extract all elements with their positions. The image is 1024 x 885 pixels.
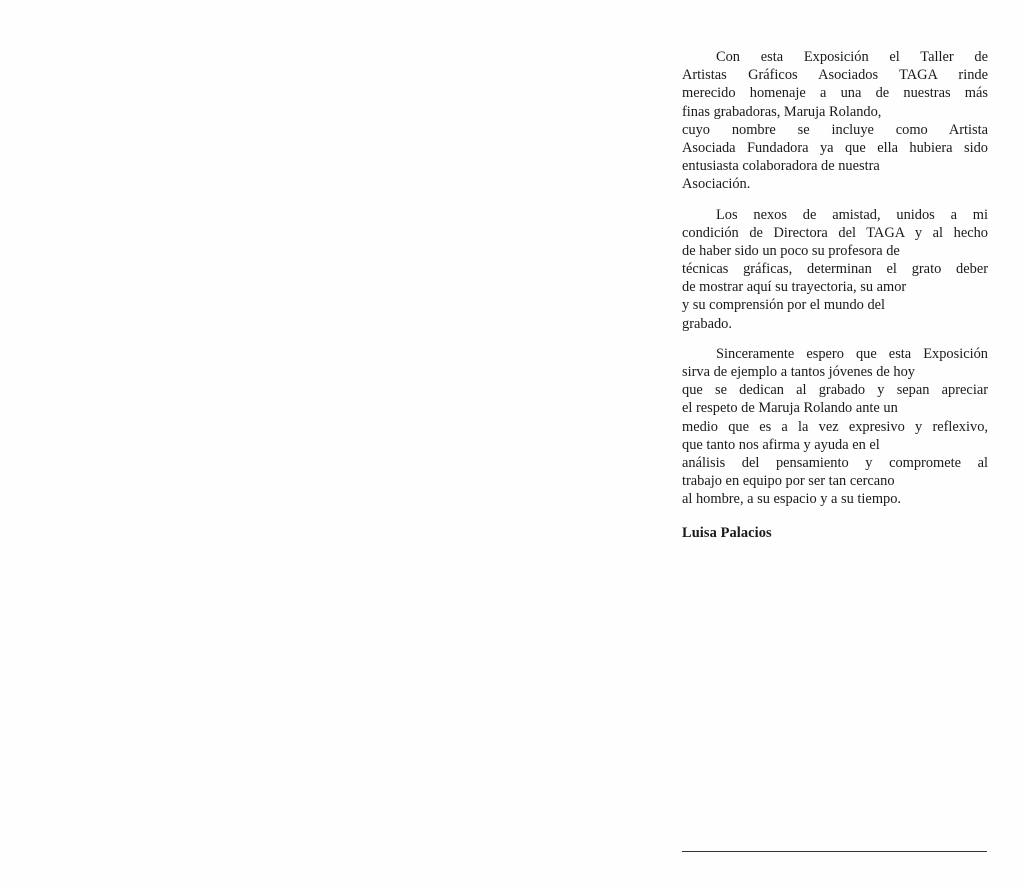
text-line: trabajo en equipo por ser tan cercano [682,473,895,490]
footer-rule [682,851,987,852]
text-line: cuyo nombre se incluye como Artista [682,121,988,138]
text-line: el respeto de Maruja Rolando ante un [682,400,898,417]
text-line: condición de Directora del TAGA y al hecho [682,224,988,241]
text-line: que tanto nos afirma y ayuda en el [682,436,880,453]
text-line: técnicas gráficas, determinan el grato deber [682,261,988,278]
text-column [682,48,988,542]
text-line: al hombre, a su espacio y a su tiempo. [682,491,902,508]
text-line: que se dedican al grabado y sepan apreciar [682,382,988,399]
text-line: y su comprensión por el mundo del [682,297,886,314]
text-line: Asociada Fundadora ya que ella hubiera sido [682,139,988,156]
text-line: merecido homenaje a una de nuestras más [682,85,988,102]
signature: Luisa Palacios [682,524,772,541]
text-line: entusiasta colaboradora de nuestra [682,158,880,175]
text-line: análisis del pensamiento y compromete al [682,454,988,471]
text-line: Con esta Exposición el Taller de [716,49,988,65]
text-line: Los nexos de amistad, unidos a mi [716,206,988,223]
text-line: Artistas Gráficos Asociados TAGA rinde [682,67,988,84]
text-line: medio que es a la vez expresivo y reflexivo, [682,418,988,435]
text-line: Sinceramente espero que esta Exposición [716,345,988,362]
text-line: grabado. [682,315,732,332]
paragraph-1 [682,48,988,194]
paragraph-2 [682,206,988,333]
text-line: finas grabadoras, Maruja Rolando, [682,103,882,120]
paragraph-3 [682,345,988,509]
text-line: sirva de ejemplo a tantos jóvenes de hoy [682,364,915,380]
text-line: de mostrar aquí su trayectoria, su amor [682,279,907,296]
text-line: Asociación. [682,176,751,193]
text-line: de haber sido un poco su profesora de [682,242,900,259]
